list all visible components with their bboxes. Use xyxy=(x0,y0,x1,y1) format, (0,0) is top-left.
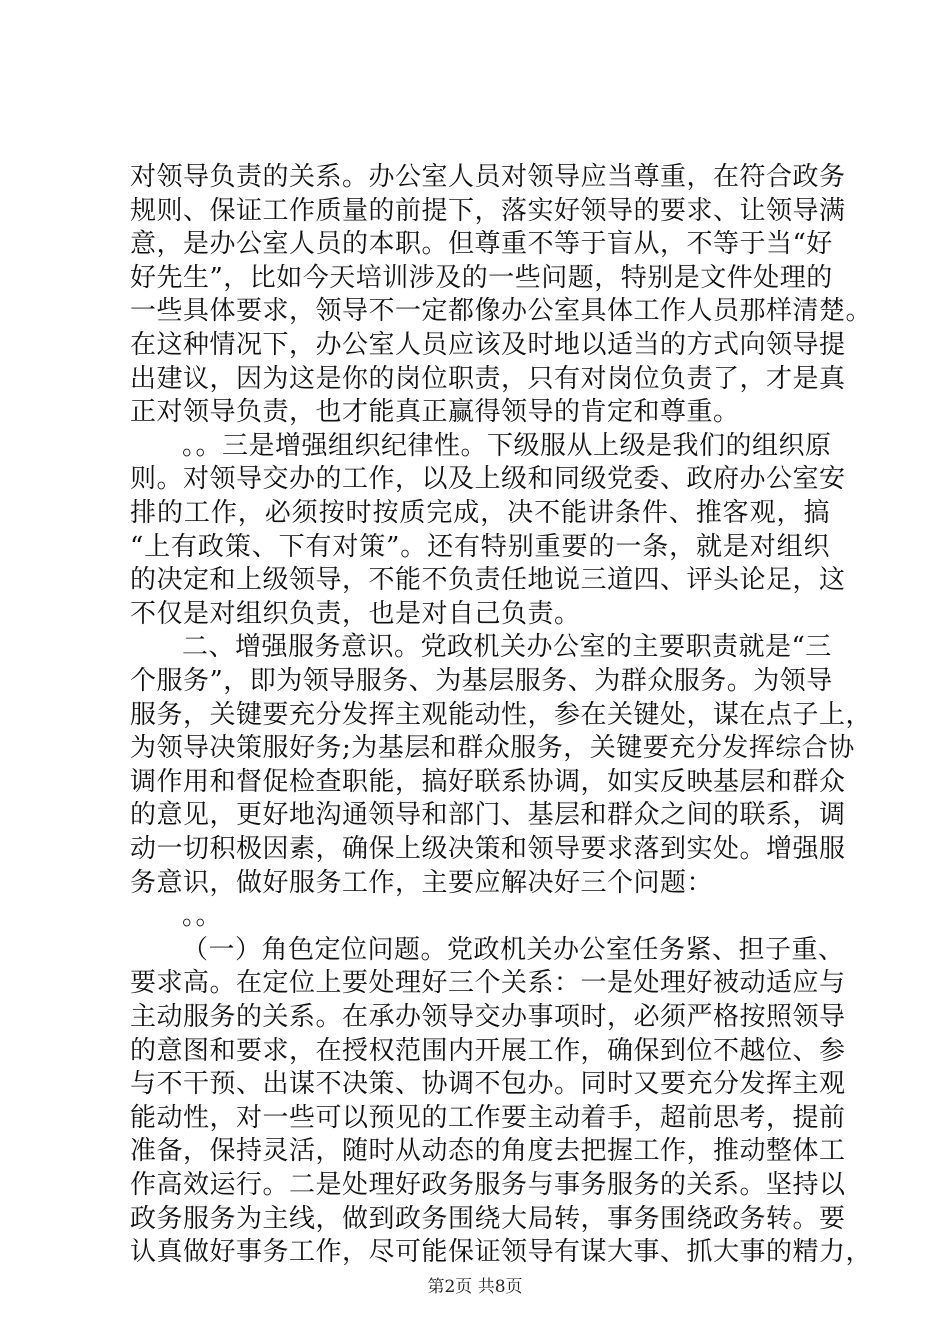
text-line: 出建议，因为这是你的岗位职责，只有对岗位负责了，才是真 xyxy=(130,363,846,394)
text-line: 正对领导负责，也才能真正赢得领导的肯定和尊重。 xyxy=(130,397,740,428)
text-line: 二、增强服务意识。党政机关办公室的主要职责就是“三 xyxy=(182,632,832,663)
text-line: 作高效运行。二是处理好政务服务与事务服务的关系。坚持以 xyxy=(130,1170,846,1200)
text-line: （一）角色定位问题。党政机关办公室任务紧、担子重、 xyxy=(182,934,845,965)
text-line: 意，是办公室人员的本职。但尊重不等于盲从，不等于当“好 xyxy=(130,229,833,260)
text-line: 一些具体要求，领导不一定都像办公室具体工作人员那样清楚。 xyxy=(130,296,873,327)
text-line: 务意识，做好服务工作，主要应解决好三个问题： xyxy=(130,867,714,898)
text-line: 服务，关键要充分发挥主观能动性，参在关键处，谋在点子上， xyxy=(130,699,873,730)
text-line: 调作用和督促检查职能，搞好联系协调，如实反映基层和群众 xyxy=(130,766,846,797)
text-line: 为领导决策服好务;为基层和群众服务，关键要充分发挥综合协 xyxy=(130,733,855,764)
text-line: “上有政策、下有对策”。还有特别重要的一条，就是对组织 xyxy=(130,531,830,562)
text-line: 在这种情况下，办公室人员应该及时地以适当的方式向领导提 xyxy=(130,330,846,360)
text-line: 动一切积极因素，确保上级决策和领导要求落到实处。增强服 xyxy=(130,834,846,864)
text-line: 不仅是对组织负责，也是对自己负责。 xyxy=(130,598,581,629)
text-line: 个服务”，即为领导服务、为基层服务、为群众服务。为领导 xyxy=(130,666,833,696)
text-line: 。。三是增强组织纪律性。下级服从上级是我们的组织原 xyxy=(182,430,832,461)
text-line: 的意图和要求，在授权范围内开展工作，确保到位不越位、参 xyxy=(130,1035,846,1066)
text-line: 规则、保证工作质量的前提下，落实好领导的要求、让领导满 xyxy=(130,195,846,226)
text-line: 对领导负责的关系。办公室人员对领导应当尊重，在符合政务 xyxy=(130,162,846,192)
text-line: 的意见，更好地沟通领导和部门、基层和群众之间的联系，调 xyxy=(130,800,846,831)
text-line: 要求高。在定位上要处理好三个关系：一是处理好被动适应与 xyxy=(130,968,846,999)
text-line: 认真做好事务工作，尽可能保证领导有谋大事、抓大事的精力， xyxy=(130,1237,873,1268)
text-line: 好先生”，比如今天培训涉及的一些问题，特别是文件处理的 xyxy=(130,262,833,293)
text-line: 能动性，对一些可以预见的工作要主动着手，超前思考，提前 xyxy=(130,1102,846,1133)
text-line: 的决定和上级领导，不能不负责任地说三道四、评头论足，这 xyxy=(130,565,846,596)
text-line: 则。对领导交办的工作，以及上级和同级党委、政府办公室安 xyxy=(130,464,846,495)
text-line: 排的工作，必须按时按质完成，决不能讲条件、推客观，搞 xyxy=(130,498,830,528)
text-line: 与不干预、出谋不决策、协调不包办。同时又要充分发挥主观 xyxy=(130,1069,846,1100)
text-line: 准备，保持灵活，随时从动态的角度去把握工作，推动整体工 xyxy=(130,1136,846,1167)
page-footer: 第2页 共8页 xyxy=(427,1277,523,1297)
text-line: 主动服务的关系。在承办领导交办事项时，必须严格按照领导 xyxy=(130,1002,846,1032)
text-line: 。。 xyxy=(182,901,223,932)
text-line: 政务服务为主线，做到政务围绕大局转，事务围绕政务转。要 xyxy=(130,1203,846,1234)
